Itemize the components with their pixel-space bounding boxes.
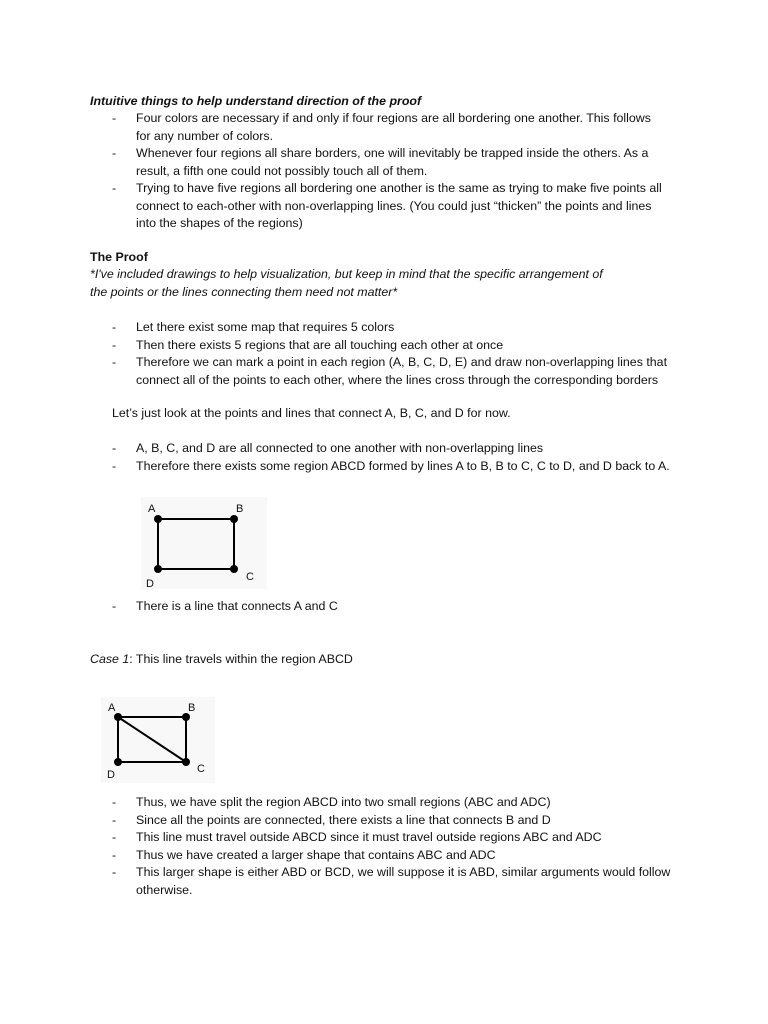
proof-note-line-1: *I've included drawings to help visualization, but keep in mind that the specific arrangement of bbox=[90, 267, 603, 281]
region-list bbox=[90, 440, 690, 475]
list-item: - This line must travel outside ABCD since it must travel outside regions ABC and ADC bbox=[90, 829, 696, 847]
list-item: - Then there exists 5 regions that are all touching each other at once bbox=[90, 337, 696, 355]
case-1-list bbox=[90, 794, 690, 899]
list-item: - Therefore there exists some region ABCD formed by lines A to B, B to C, C to D, and D back to A. bbox=[90, 458, 690, 476]
list-item: - Trying to have five regions all bordering one another is the same as trying to make five points all connect to each-other with non-overlapping lines. (You could just “thicken” the points and lines into the shapes of the regions) bbox=[90, 180, 666, 233]
list-item: - This larger shape is either ABD or BCD, we will suppose it is ABD, similar arguments would follow otherwise. bbox=[90, 864, 696, 899]
list-item: - Four colors are necessary if and only if four regions are all bordering one another. This follows for any number of colors. bbox=[90, 110, 666, 145]
label-c: C bbox=[197, 763, 205, 775]
line-ac-list bbox=[90, 598, 690, 616]
list-item: - Let there exist some map that requires 5 colors bbox=[90, 319, 696, 337]
label-d: D bbox=[107, 769, 115, 781]
case-1-heading bbox=[90, 651, 353, 669]
section-heading: Intuitive things to help understand direction of the proof bbox=[90, 94, 422, 108]
proof-heading: The Proof bbox=[90, 250, 148, 264]
point-b bbox=[182, 713, 190, 721]
point-c bbox=[230, 565, 238, 573]
point-c bbox=[182, 758, 190, 766]
intuition-list bbox=[90, 110, 690, 233]
list-item: - Whenever four regions all share borders, one will inevitably be trapped inside the others. As a result, a fifth one could not possibly touch all of them. bbox=[90, 145, 666, 180]
list-item: - Thus we have created a larger shape that contains ABC and ADC bbox=[90, 847, 696, 865]
label-b: B bbox=[188, 702, 196, 714]
list-item: - Since all the points are connected, there exists a line that connects B and D bbox=[90, 812, 696, 830]
list-item: - A, B, C, and D are all connected to one another with non-overlapping lines bbox=[90, 440, 690, 458]
point-d bbox=[154, 565, 162, 573]
label-d: D bbox=[146, 578, 154, 590]
label-b: B bbox=[236, 503, 244, 515]
proof-note-line-2: the points or the lines connecting them need not matter* bbox=[90, 285, 398, 299]
case-1-label: Case 1 bbox=[90, 652, 130, 666]
label-c: C bbox=[246, 571, 254, 583]
point-a bbox=[114, 713, 122, 721]
label-a: A bbox=[148, 503, 156, 515]
focus-paragraph: Let’s just look at the points and lines that connect A, B, C, and D for now. bbox=[112, 406, 511, 420]
proof-steps-list bbox=[90, 319, 690, 389]
point-a bbox=[154, 515, 162, 523]
point-b bbox=[230, 515, 238, 523]
point-d bbox=[114, 758, 122, 766]
list-item: - There is a line that connects A and C bbox=[90, 598, 690, 616]
list-item: - Therefore we can mark a point in each region (A, B, C, D, E) and draw non-overlapping lines that connect all of the points to each other, where the lines cross through the corresponding borders bbox=[90, 354, 696, 389]
split-region-figure bbox=[100, 696, 216, 784]
case-1-text: : This line travels within the region ABCD bbox=[129, 652, 353, 666]
label-a: A bbox=[108, 702, 116, 714]
list-item: - Thus, we have split the region ABCD into two small regions (ABC and ADC) bbox=[90, 794, 696, 812]
rectangle-abcd-figure bbox=[140, 496, 270, 592]
